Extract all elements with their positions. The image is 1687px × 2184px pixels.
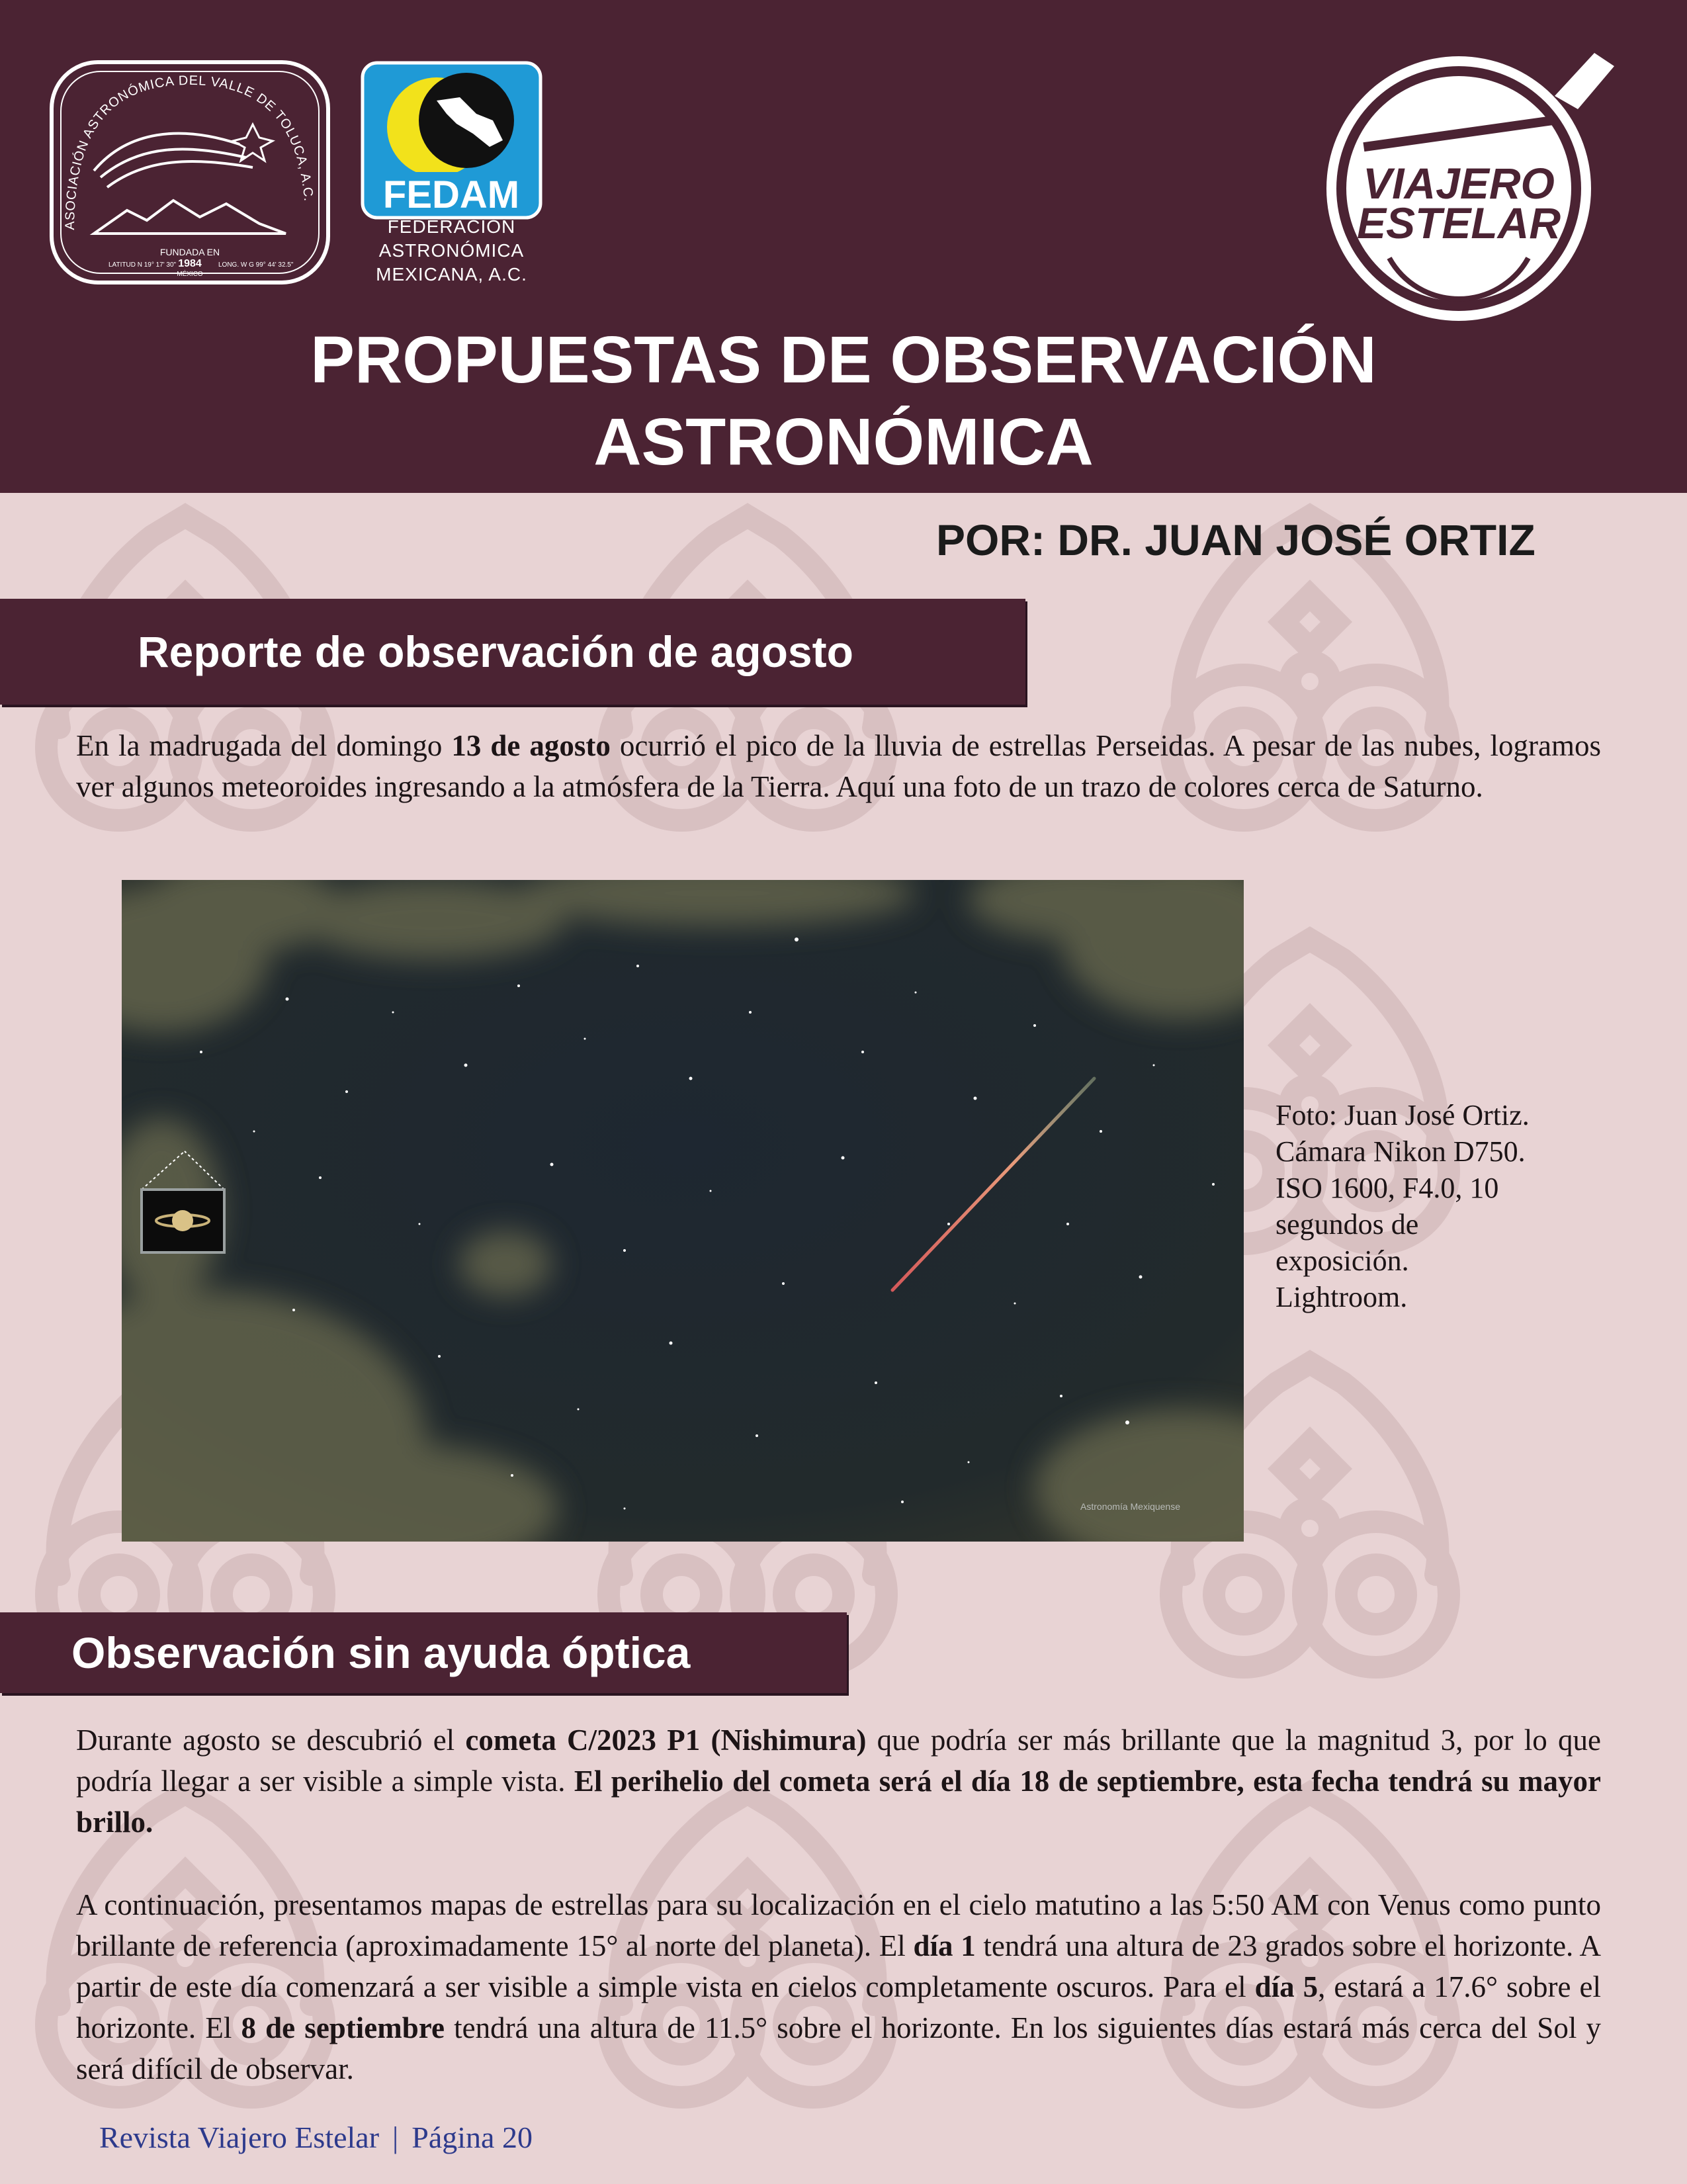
text-run-bold: día 5 <box>1254 1970 1319 2003</box>
ve-logo-line2: ESTELAR <box>1356 198 1561 247</box>
fedam-caption-line: MEXICANA, A.C. <box>376 264 527 284</box>
caption-line: Foto: Juan José Ortiz. <box>1276 1099 1530 1131</box>
footer-magazine: Revista Viajero Estelar <box>99 2120 380 2154</box>
caption-line: ISO 1600, F4.0, 10 <box>1276 1172 1499 1204</box>
august-report-paragraph <box>76 725 1601 807</box>
avt-arc-text: ASOCIACIÓN ASTRONÓMICA DEL VALLE DE TOLUCA, A.C. <box>62 73 316 230</box>
photo-watermark: Astronomía Mexiquense <box>1080 1501 1180 1512</box>
section-heading-naked-eye: Observación sin ayuda óptica <box>0 1612 847 1693</box>
avt-year: 1984 <box>178 258 202 269</box>
photo-caption <box>1276 1097 1573 1315</box>
text-run: En la madrugada del domingo <box>76 729 452 762</box>
avt-founded: FUNDADA EN <box>159 247 220 257</box>
text-run: A continuación, presentamos mapas de estrellas para su localización en el cielo matutino a las 5:50 AM con Venus como punto brillante de referencia (aproximadamente 15° al norte del planeta). El <box>76 1888 1601 1962</box>
text-run-bold: 13 de agosto <box>451 729 611 762</box>
page-header <box>0 0 1687 493</box>
fedam-name: FEDAM <box>382 173 520 216</box>
page-footer <box>99 2120 533 2155</box>
text-run: que podría ser más brillante que la magnitud 3, por lo que podría llegar a ser visible a simple vista. <box>76 1724 1601 1798</box>
text-run: , estará a 17.6° sobre el horizonte. El <box>76 1970 1601 2044</box>
text-run: tendrá una altura de 11.5° sobre el horizonte. En los siguientes días estará más cerca del Sol y será difícil de observar. <box>76 2011 1601 2085</box>
text-run-bold: 8 de septiembre <box>241 2011 445 2044</box>
footer-separator: | <box>392 2120 399 2154</box>
footer-page-number: Página 20 <box>411 2120 533 2154</box>
text-run-bold: día 1 <box>913 1929 976 1962</box>
avt-longitude: LONG. W G 99° 44' 32.5" <box>218 261 294 269</box>
fedam-caption-line: ASTRONÓMICA <box>378 240 525 261</box>
page-title <box>0 319 1687 483</box>
fedam-caption-line: FEDERACIÓN <box>387 216 516 237</box>
caption-line: exposición. <box>1276 1245 1409 1277</box>
comet-paragraph <box>76 1720 1601 1843</box>
ve-logo-line1: VIAJERO <box>1363 159 1555 208</box>
page-title-line: PROPUESTAS DE OBSERVACIÓN <box>310 323 1377 397</box>
text-run: tendrá una altura de 23 grados sobre el horizonte. A partir de este día comenzará a ser visible a simple vista en cielos completamente oscuros. Para el <box>76 1929 1601 2003</box>
text-run-bold: cometa C/2023 P1 (Nishimura) <box>465 1724 867 1757</box>
perseid-meteor-photo <box>122 880 1244 1542</box>
page-title-line: ASTRONÓMICA <box>593 405 1094 479</box>
svg-text:ASOCIACIÓN ASTRONÓMICA DEL VAL <box>63 73 316 230</box>
avt-latitude: LATITUD N 19° 17' 30" <box>108 261 177 269</box>
section-heading-august-report: Reporte de observación de agosto <box>0 599 1025 705</box>
caption-line: segundos de <box>1276 1208 1419 1241</box>
viajero-estelar-logo <box>1317 36 1627 334</box>
text-run-bold: El perihelio del cometa será el día 18 de septiembre, esta fecha tendrá su mayor brillo. <box>76 1765 1601 1839</box>
star-maps-paragraph <box>76 1884 1601 2089</box>
text-run: ocurrió el pico de la lluvia de estrellas Perseidas. A pesar de las nubes, logramos ver algunos meteoroides ingresando a la atmósfera de la Tierra. Aquí una foto de un trazo de colores cerca de Saturno. <box>76 729 1602 803</box>
text-run: Durante agosto se descubrió el <box>76 1724 466 1757</box>
fedam-caption <box>344 215 559 286</box>
avt-country: MÉXICO <box>177 271 203 278</box>
author-byline: POR: DR. JUAN JOSÉ ORTIZ <box>936 515 1536 564</box>
caption-line: Lightroom. <box>1276 1281 1408 1313</box>
avt-association-logo <box>48 58 332 286</box>
fedam-logo <box>361 61 542 220</box>
caption-line: Cámara Nikon D750. <box>1276 1135 1526 1168</box>
